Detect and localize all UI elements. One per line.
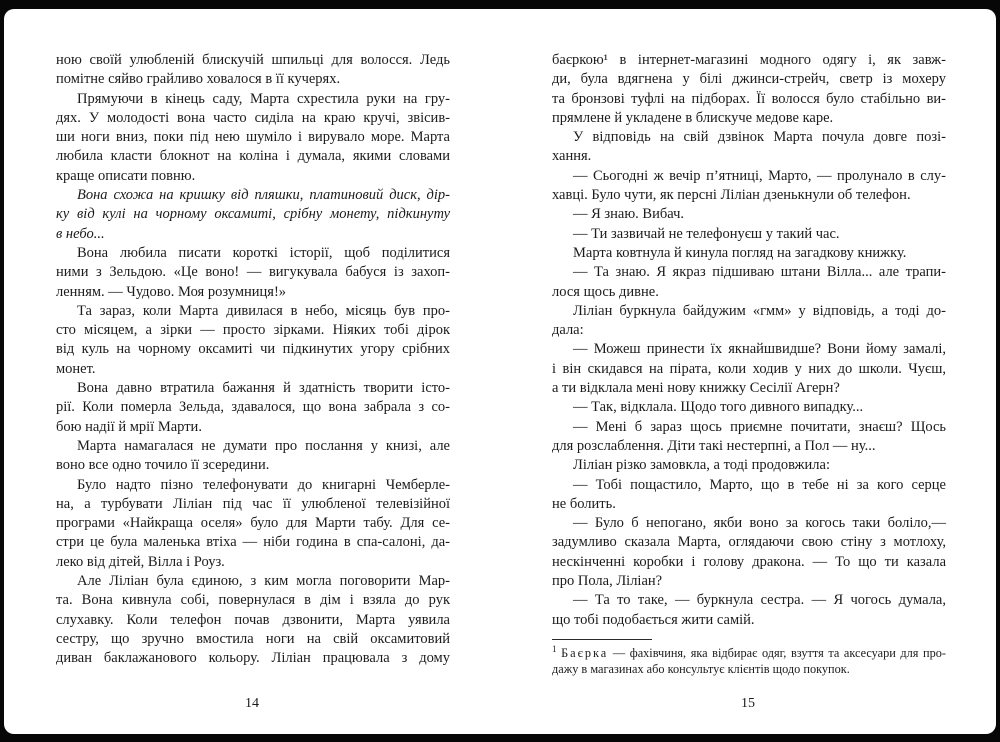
text-line: Марта ковтнула й кинула погляд на загадкову книжку. xyxy=(573,244,907,261)
footnote-text: — фахівчиня, яка відбирає одяг, взуття та аксесуари для про- xyxy=(612,645,946,660)
text-line: — Та то таке, — буркнула сестра. — Я чогось думала, xyxy=(573,592,946,609)
text-line: не болить. xyxy=(552,495,616,512)
footnote xyxy=(552,639,946,678)
text-line: бою надії й мрії Марти. xyxy=(56,418,202,435)
text-line: — Сьогодні ж вечір п’ятниці, Марто, — пролунало в слу- xyxy=(573,167,946,184)
text-line: — Тобі пощастило, Марто, що в тебе ні за кого серце xyxy=(573,476,946,493)
text-line: дала: xyxy=(552,322,584,339)
text-line: і він скидався на пірата, коли ходив у них до школи. Чуєш, xyxy=(552,360,946,377)
text-line: помітне сяйво грайливо ховалося в її кучерях. xyxy=(56,71,341,88)
text-line: монет. xyxy=(56,360,96,377)
text-line: воно все одно точило її зсередини. xyxy=(56,457,270,474)
text-line: — Ти зазвичай не телефонуєш у такий час. xyxy=(573,225,840,242)
page-right[interactable] xyxy=(500,9,996,734)
text-line: в небо... xyxy=(56,225,105,242)
text-line: лося щось дивне. xyxy=(552,283,659,300)
text-line: любила класти блокнот на коліна і думала, якими словами xyxy=(56,148,450,165)
text-line: для розслаблення. Діти такі нестерпні, а Пол — ну... xyxy=(552,437,876,454)
footnote-line-1 xyxy=(552,643,946,662)
text-line: стри це була маленька втіха — ніби година в спа-салоні, да- xyxy=(56,534,450,551)
text-line: Ліліан різко замовкла, а тоді продовжила: xyxy=(573,457,830,474)
text-line: ку від кулі на чорному оксамиті, срібну монету, підкинуту xyxy=(56,206,450,223)
text-line: — Та знаю. Я якраз підшиваю штани Вілла... але трапи- xyxy=(573,264,946,281)
text-line: — Так, відклала. Щодо того дивного випадку... xyxy=(573,399,864,416)
text-line: сестру, що зручно вмостила ноги на свій оксамитовий xyxy=(56,630,450,647)
page-number-right: 15 xyxy=(741,696,755,711)
footnote-line-2: дажу в магазинах або консультує клієнтів щодо покупок. xyxy=(552,661,850,676)
text-line: від куль на чорному оксамиті чи підкинутих угору срібних xyxy=(56,341,450,358)
text-line: на, а турбувати Ліліан під час її улюбленої телевізійної xyxy=(56,495,450,512)
text-line: — Я знаю. Вибач. xyxy=(573,206,685,223)
text-line: а ти відклала мені нову книжку Сесілії Агерн? xyxy=(552,380,840,397)
text-line: ленням. — Чудово. Моя розумниця!» xyxy=(56,283,287,300)
page-body xyxy=(552,51,946,630)
text-line: хавці. Було чути, як персні Ліліан дзенькнули об телефон. xyxy=(552,187,911,204)
footnote-marker: 1 xyxy=(552,643,557,654)
text-line: Вона любила писати короткі історії, щоб поділитися xyxy=(77,244,450,261)
text-line: баєркою¹ в інтернет-магазині модного одягу і, як завж- xyxy=(552,52,946,68)
text-line: Вона схожа на кришку від пляшки, платиновий диск, дір- xyxy=(77,187,450,204)
footnote-separator xyxy=(552,639,652,640)
text-line: диван баклажанового кольору. Ліліан працювала з дому xyxy=(56,650,450,667)
text-line: Вона давно втратила бажання й здатність творити істо- xyxy=(77,380,450,397)
text-line: Ліліан буркнула байдужим «гмм» у відповідь, а тоді до- xyxy=(573,302,946,319)
text-line: що тобі подобається жити самій. xyxy=(552,611,755,628)
text-line: Марта намагалася не думати про послання у книзі, але xyxy=(77,437,450,454)
text-line: прямлене й укладене в блискуче медове каре. xyxy=(552,109,834,126)
text-line: ними з Зельдою. «Це воно! — вигукувала бабуся із захоп- xyxy=(56,264,450,281)
page-body xyxy=(56,51,450,669)
text-line: слухавку. Коли телефон почав дзвонити, Марта уявила xyxy=(56,611,450,628)
text-line: Та зараз, коли Марта дивилася в небо, місяць був про- xyxy=(77,302,450,319)
text-line: Але Ліліан була єдиною, з ким могла поговорити Мар- xyxy=(77,573,450,590)
text-line: У відповідь на свій дзвінок Марта почула довге позі- xyxy=(573,129,946,146)
text-line: про Пола, Ліліан? xyxy=(552,573,663,590)
book-spread xyxy=(4,9,996,734)
text-line: задумливо сказала Марта, оглядаючи свою стіну з мотлоху, xyxy=(552,534,946,551)
text-line: Прямуючи в кінець саду, Марта схрестила руки на гру- xyxy=(77,90,450,107)
text-line: сто місяцем, а зірки — просто зірками. Ніяких тобі дірок xyxy=(56,322,450,339)
text-line: та. Вона кивнула собі, повернулася в дім і взяла до рук xyxy=(56,592,450,609)
text-line: дях. У молодості вона часто сиділа на краю кручі, звісив- xyxy=(56,109,450,126)
text-line: нескінченні коробки і голову дракона. — То що ти казала xyxy=(552,553,946,570)
text-line: ши ноги вниз, поки під нею шуміло і вирувало море. Марта xyxy=(56,129,450,146)
text-line: Було надто пізно телефонувати до книгарні Чемберле- xyxy=(77,476,450,493)
page-left[interactable] xyxy=(4,9,500,734)
text-line: рії. Коли померла Зельда, здавалося, що вона забрала з со- xyxy=(56,399,450,416)
text-line: та бронзові туфлі на підборах. Її волосся було стабільно ви- xyxy=(552,90,946,107)
text-line: — Було б непогано, якби воно за когось таки боліло,— xyxy=(573,515,946,532)
text-line: ди, була вдягнена у білі джинси-стрейч, светр із мохеру xyxy=(552,71,946,88)
text-line: хання. xyxy=(552,148,592,165)
text-line: краще описати повню. xyxy=(56,167,196,184)
text-line: програми «Найкраща оселя» було для Марти табу. Для се- xyxy=(56,515,450,532)
text-line: — Мені б зараз щось приємне почитати, знаєш? Щось xyxy=(573,418,946,435)
text-line: ною своїй улюбленій блискучій шпильці для волосся. Ледь xyxy=(56,52,450,68)
page-number-left: 14 xyxy=(245,696,259,711)
text-line: — Можеш принести їх якнайшвидше? Вони йому замалі, xyxy=(573,341,946,358)
text-line: леко від дітей, Вілла і Роуз. xyxy=(56,553,225,570)
footnote-term: Баєрка xyxy=(561,645,609,660)
